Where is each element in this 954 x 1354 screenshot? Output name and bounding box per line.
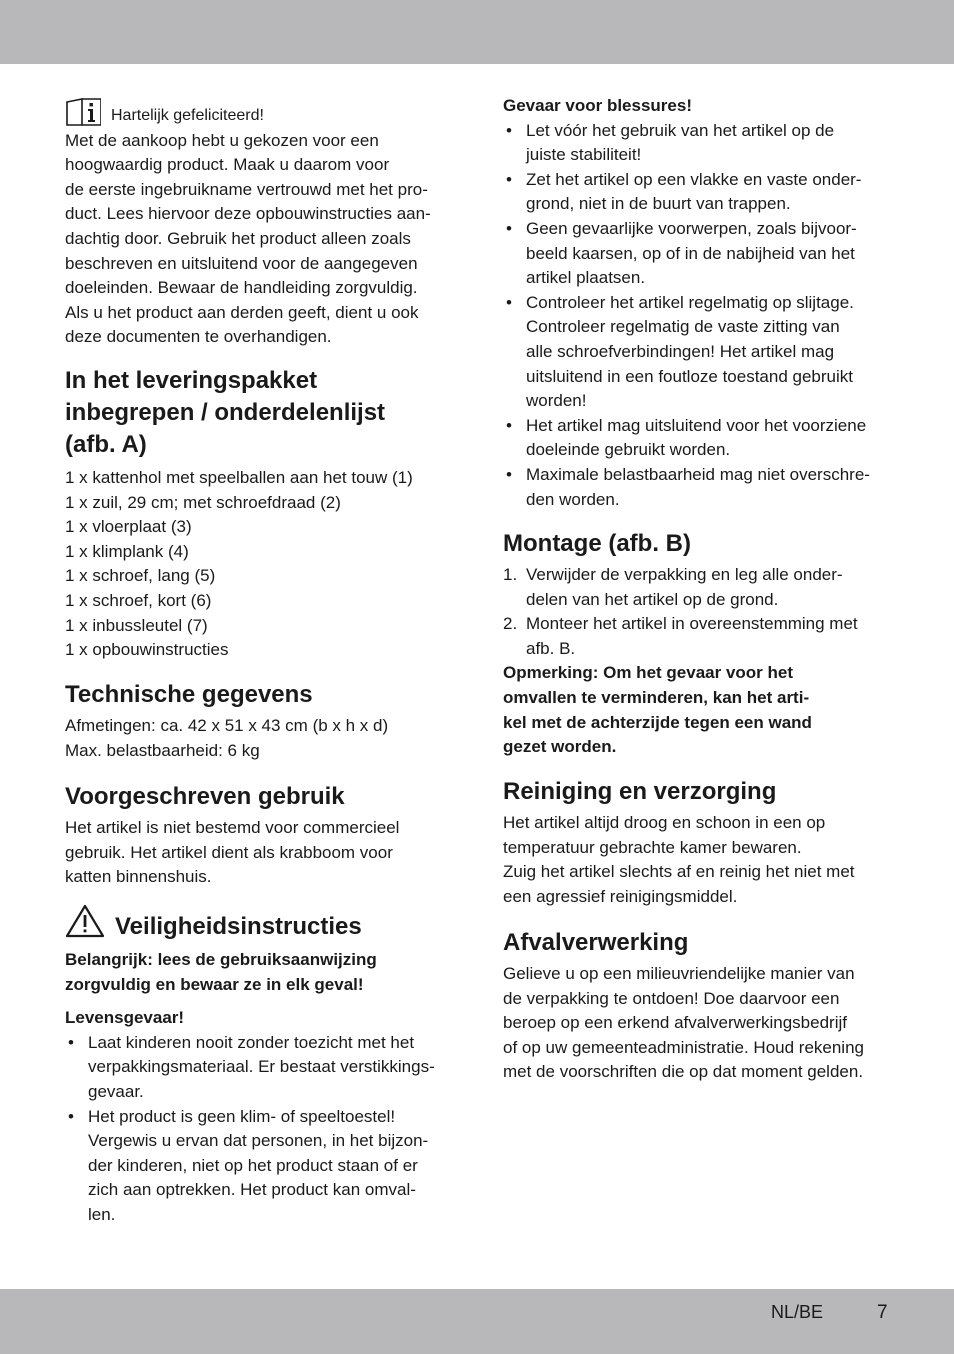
waste-line: of op uw gemeenteadministratie. Houd rekening (503, 1037, 864, 1057)
bullet-item (503, 217, 895, 291)
intro-line: Als u het product aan derden geeft, dient u ook (65, 302, 419, 322)
waste-section (503, 927, 895, 1085)
intro-line: dachtig door. Gebruik het product alleen zoals (65, 228, 411, 248)
step-line: Verwijder de verpakking en leg alle onder- (526, 565, 843, 584)
part-item: 1 x schroef, lang (5) (65, 566, 216, 586)
bullet-line: • Zet het artikel op een vlakke en vaste onder- (526, 169, 862, 189)
bullet-line: • Maximale belastbaarheid mag niet overschre- (526, 464, 870, 484)
injury-list (503, 119, 895, 513)
bullet-line: grond, niet in de buurt van trappen. (526, 194, 791, 214)
montage-note (503, 661, 895, 759)
bullet-line: gevaar. (88, 1081, 144, 1101)
intro-line: de eerste ingebruikname vertrouwd met het pro- (65, 179, 428, 199)
intro-title: Hartelijk gefeliciteerd! (111, 107, 264, 124)
part-item: 1 x opbouwinstructies (65, 640, 229, 660)
clean-section (503, 776, 895, 909)
clean-line: Het artikel altijd droog en schoon in een op (503, 813, 826, 832)
parts-heading-line: inbegrepen / onderdelenlijst (65, 399, 386, 426)
bullet-line: zich aan optrekken. Het product kan omval- (88, 1180, 416, 1200)
parts-heading (65, 365, 455, 461)
use-line: katten binnenshuis. (65, 867, 212, 887)
waste-line: de verpakking te ontdoen! Doe daarvoor een (503, 988, 840, 1008)
bullet-line: • Het product is geen klim- of speeltoestel! (88, 1106, 396, 1126)
intro-line: duct. Lees hiervoor deze opbouwinstructies aan- (65, 204, 431, 224)
clean-line: een agressief reinigingsmiddel. (503, 886, 738, 906)
note-line: omvallen te verminderen, kan het arti- (503, 687, 810, 707)
bullet-line: doeleinde gebruikt worden. (526, 440, 731, 460)
intro-line: deze documenten te overhandigen. (65, 327, 332, 347)
use-text (65, 816, 455, 890)
intro-text (65, 129, 455, 350)
part-item: 1 x inbussleutel (7) (65, 615, 208, 635)
safety-heading-line (65, 904, 455, 943)
bullet-line: der kinderen, niet op het product staan of er (88, 1155, 418, 1175)
bullet-line: • Geen gevaarlijke voorwerpen, zoals bijvoor- (526, 218, 857, 238)
intro-line: hoogwaardig product. Maak u daarom voor (65, 155, 390, 175)
parts-heading-line: (afb. A) (65, 431, 147, 458)
bullet-line: juiste stabiliteit! (526, 145, 642, 165)
intro-title-line (65, 98, 455, 129)
bullet-item (65, 1031, 455, 1105)
bullet-item (503, 119, 895, 168)
note-line: Opmerking: Om het gevaar voor het (503, 663, 794, 683)
warning-triangle-icon (65, 904, 105, 938)
waste-heading: Afvalverwerking (503, 929, 689, 956)
injury-section (503, 94, 895, 512)
footer-language: NL/BE (771, 1302, 824, 1322)
bullet-line: • Let vóór het gebruik van het artikel op de (526, 120, 835, 140)
parts-section (65, 365, 455, 663)
bullet-line: den worden. (526, 489, 620, 509)
note-line: kel met de achterzijde tegen een wand (503, 712, 812, 732)
clean-text (503, 811, 895, 909)
use-line: gebruik. Het artikel dient als krabboom voor (65, 842, 393, 862)
clean-line: temperatuur gebrachte kamer bewaren. (503, 837, 802, 857)
bullet-item (503, 291, 895, 414)
bullet-line: worden! (526, 391, 587, 411)
step-number: 1. (503, 565, 518, 584)
safety-important-text (65, 948, 455, 997)
bullet-line: len. (88, 1204, 116, 1224)
bullet-line: verpakkingsmateriaal. Er bestaat verstikkings- (88, 1057, 435, 1077)
part-item: 1 x schroef, kort (6) (65, 590, 212, 610)
bullet-line: • Het artikel mag uitsluitend voor het voorziene (526, 415, 867, 435)
bullet-line: • Laat kinderen nooit zonder toezicht met het (88, 1032, 415, 1052)
clean-line: Zuig het artikel slechts af en reinig het niet met (503, 862, 855, 882)
safety-important-line: Belangrijk: lees de gebruiksaanwijzing (65, 950, 377, 969)
bullet-line: Controleer regelmatig de vaste zitting van (526, 317, 840, 337)
intro-line: doeleinden. Bewaar de handleiding zorgvuldig. (65, 278, 418, 298)
note-line: gezet worden. (503, 737, 617, 757)
use-section (65, 781, 455, 890)
safety-heading: Veiligheidsinstructies (115, 913, 362, 940)
bullet-item (503, 463, 895, 512)
tech-section (65, 679, 455, 763)
bullet-item (503, 414, 895, 463)
part-item: 1 x klimplank (4) (65, 541, 189, 561)
parts-list (65, 466, 455, 663)
use-line: Het artikel is niet bestemd voor commercieel (65, 818, 400, 837)
bullet-line: alle schroefverbindingen! Het artikel mag (526, 341, 835, 361)
danger-life-heading: Levensgevaar! (65, 1008, 185, 1028)
injury-heading: Gevaar voor blessures! (503, 96, 692, 115)
intro-line: beschreven en uitsluitend voor de aangegeven (65, 253, 418, 273)
part-item: 1 x zuil, 29 cm; met schroefdraad (2) (65, 492, 341, 512)
tech-line: Max. belastbaarheid: 6 kg (65, 740, 260, 760)
step-line: afb. B. (526, 638, 576, 658)
bullet-line: uitsluitend in een foutloze toestand gebruikt (526, 366, 854, 386)
bullet-item (503, 168, 895, 217)
intro-section (65, 98, 455, 350)
header-band (0, 0, 954, 64)
intro-line: Met de aankoop hebt u gekozen voor een (65, 130, 379, 150)
bullet-line: artikel plaatsen. (526, 268, 646, 288)
bullet-line: • Controleer het artikel regelmatig op slijtage. (526, 292, 854, 312)
montage-heading: Montage (afb. B) (503, 530, 691, 557)
clean-heading: Reiniging en verzorging (503, 778, 777, 805)
bullet-line: beeld kaarsen, op of in de nabijheid van het (526, 243, 855, 263)
montage-step (503, 612, 895, 661)
manual-info-icon (65, 98, 101, 126)
part-item: 1 x kattenhol met speelballen aan het touw (1) (65, 468, 413, 487)
waste-line: met de voorschriften die op dat moment gelden. (503, 1062, 864, 1082)
waste-text (503, 962, 895, 1085)
safety-section (65, 904, 455, 1228)
use-heading: Voorgeschreven gebruik (65, 783, 345, 810)
bullet-item (65, 1105, 455, 1228)
safety-important-line: zorgvuldig en bewaar ze in elk geval! (65, 974, 364, 994)
parts-heading-line: In het leveringspakket (65, 367, 318, 394)
montage-steps (503, 563, 895, 661)
page-number: 7 (877, 1302, 888, 1323)
danger-life-list (65, 1031, 455, 1228)
tech-heading: Technische gegevens (65, 681, 313, 708)
step-line: delen van het artikel op de grond. (526, 589, 779, 609)
step-number: 2. (503, 614, 518, 634)
waste-line: beroep op een erkend afvalverwerkingsbedrijf (503, 1013, 847, 1033)
tech-line: Afmetingen: ca. 42 x 51 x 43 cm (b x h x d) (65, 716, 389, 735)
montage-section (503, 528, 895, 760)
step-line: Monteer het artikel in overeenstemming met (526, 614, 858, 634)
tech-text (65, 714, 455, 763)
bullet-line: Vergewis u ervan dat personen, in het bijzon- (88, 1131, 429, 1151)
part-item: 1 x vloerplaat (3) (65, 517, 192, 537)
waste-line: Gelieve u op een milieuvriendelijke manier van (503, 964, 855, 983)
montage-step (503, 563, 895, 612)
